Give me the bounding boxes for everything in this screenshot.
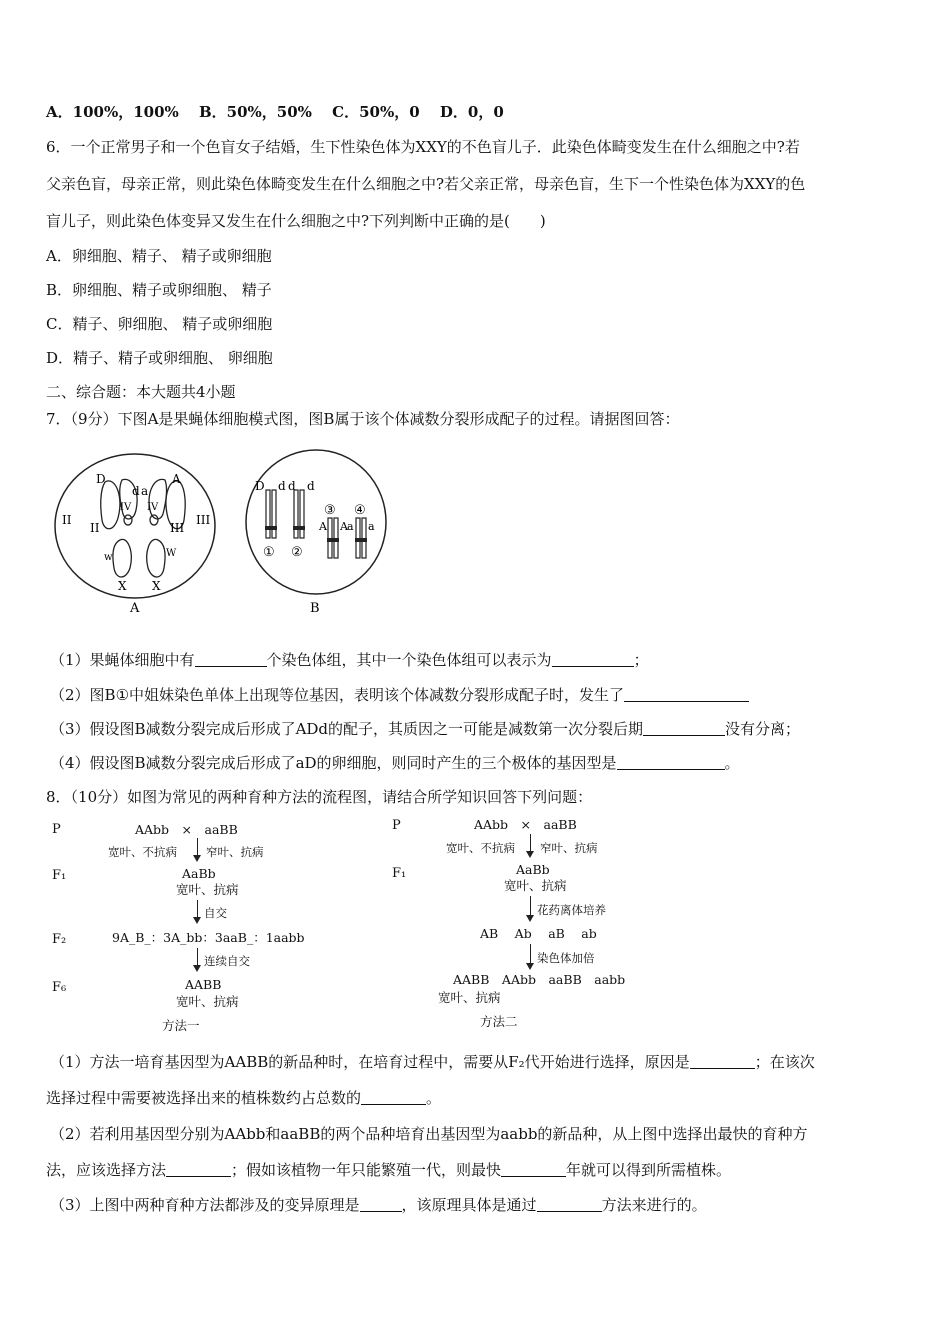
chromosome-iv-left bbox=[124, 515, 132, 525]
q8-sub1-text: 选择过程中需要被选择出来的植株数约占总数的 bbox=[46, 1089, 362, 1107]
result-genotypes: AABB AAbb aaBB aabb bbox=[453, 972, 626, 987]
q7-sub2-text: （2）图B①中姐妹染色单体上出现等位基因，表明该个体减数分裂形成配子时，发生了 bbox=[50, 686, 625, 704]
q8-sub2-line1: （2）若利用基因型分别为AAbb和aaBB的两个品种培育出基因型为aabb的新品种，从上图中选择出最快的育种方 bbox=[50, 1125, 808, 1143]
q6-option-b: B．卵细胞、精子或卵细胞、 精子 bbox=[46, 281, 272, 299]
q8-sub3-text: （3）上图中两种育种方法都涉及的变异原理是 bbox=[50, 1196, 360, 1214]
section-2-title: 二、综合题：本大题共4小题 bbox=[46, 383, 236, 401]
q7-sub1 bbox=[50, 650, 649, 670]
gene-label: w bbox=[104, 552, 113, 563]
chromosome-label: III bbox=[170, 521, 185, 535]
chromosome-label: II bbox=[90, 521, 100, 535]
q8-sub1-text: ；在该次 bbox=[754, 1053, 815, 1071]
q7-sub3-text: 没有分离； bbox=[725, 720, 801, 738]
gene-label: a bbox=[368, 520, 375, 533]
q7-figure bbox=[50, 440, 390, 620]
centromere bbox=[355, 538, 367, 542]
cell-b-outline bbox=[246, 450, 386, 594]
gene-label: A bbox=[340, 520, 348, 533]
answer-blank[interactable] bbox=[643, 720, 725, 736]
q8-sub3 bbox=[50, 1195, 707, 1215]
q6-option-d: D．精子、精子或卵细胞、 卵细胞 bbox=[46, 349, 273, 367]
chromatid bbox=[294, 490, 298, 538]
chromosome-x-left bbox=[113, 539, 131, 577]
arrow-down-icon bbox=[530, 944, 531, 968]
q7-sub1-text: 个染色体组，其中一个染色体组可以表示为 bbox=[266, 651, 552, 669]
f1-phenotype: 宽叶、抗病 bbox=[504, 878, 567, 893]
answer-blank[interactable] bbox=[624, 686, 749, 702]
chromosome-label: II bbox=[62, 513, 72, 527]
centromere bbox=[265, 526, 277, 530]
f6-genotype: AABB bbox=[185, 977, 222, 992]
q5-options: A．100%，100% B．50%，50% C．50%，0 D．0，0 bbox=[46, 103, 504, 121]
parent-phenotype: 宽叶、不抗病 bbox=[446, 841, 515, 855]
generation-label: F₂ bbox=[52, 932, 67, 947]
gene-label: a bbox=[347, 520, 354, 533]
f1-phenotype: 宽叶、抗病 bbox=[176, 882, 239, 897]
parent-phenotype: 窄叶、抗病 bbox=[206, 845, 264, 859]
arrow-down-icon bbox=[197, 838, 198, 860]
chromosome-x-right bbox=[147, 539, 165, 577]
chromatid bbox=[266, 490, 270, 538]
arrow-down-icon bbox=[197, 948, 198, 970]
method-2-title: 方法二 bbox=[480, 1014, 518, 1029]
chromosome-label: IV bbox=[147, 502, 159, 513]
q7-sub3-text: （3）假设图B减数分裂完成后形成了ADd的配子，其质因之一可能是减数第一次分裂后期 bbox=[50, 720, 644, 738]
q8-sub2-line2 bbox=[46, 1160, 731, 1180]
q8-sub3-text: 方法来进行的。 bbox=[601, 1196, 707, 1214]
arrow-down-icon bbox=[197, 900, 198, 922]
q8-sub2-text: 法，应该选择方法 bbox=[46, 1161, 167, 1179]
q6-option-c: C．精子、卵细胞、 精子或卵细胞 bbox=[46, 315, 273, 333]
gene-label: d bbox=[278, 479, 286, 493]
chromosome-iii-right bbox=[149, 479, 166, 519]
gene-label: d bbox=[288, 479, 296, 493]
arrow-down-icon bbox=[530, 896, 531, 920]
gene-label: A bbox=[172, 472, 181, 486]
q7-stem: 7．（9分）下图A是果蝇体细胞模式图，图B属于该个体减数分裂形成配子的过程。请据图回答： bbox=[46, 410, 680, 428]
chromatid bbox=[300, 490, 304, 538]
f6-phenotype: 宽叶、抗病 bbox=[176, 994, 239, 1009]
generation-label: F₆ bbox=[52, 980, 67, 995]
q7-sub1-text: ； bbox=[633, 651, 649, 669]
q8-sub1-text: 。 bbox=[426, 1089, 442, 1107]
q8-sub3-text: ，该原理具体是通过 bbox=[401, 1196, 537, 1214]
q8-sub1-line2 bbox=[46, 1088, 441, 1108]
generation-label: F₁ bbox=[392, 866, 407, 881]
generation-label: F₁ bbox=[52, 868, 67, 883]
step-label: 自交 bbox=[204, 906, 227, 920]
gamete-genotypes: AB Ab aB ab bbox=[480, 926, 597, 941]
generation-label: P bbox=[52, 822, 61, 837]
chromosome-number: ① bbox=[263, 545, 275, 560]
centromere bbox=[327, 538, 339, 542]
gene-label: D bbox=[255, 479, 265, 493]
f1-genotype: AaBb bbox=[182, 866, 216, 881]
answer-blank[interactable] bbox=[690, 1053, 755, 1069]
answer-blank[interactable] bbox=[617, 754, 725, 770]
step-label: 花药离体培养 bbox=[537, 903, 606, 917]
step-label: 连续自交 bbox=[204, 954, 250, 968]
parent-cross: AAbb × aaBB bbox=[474, 817, 577, 832]
chromatid bbox=[272, 490, 276, 538]
q6-option-a: A．卵细胞、精子、 精子或卵细胞 bbox=[46, 247, 272, 265]
q8-sub1-line1 bbox=[50, 1052, 815, 1072]
parent-phenotype: 窄叶、抗病 bbox=[540, 841, 598, 855]
gene-label: W bbox=[166, 548, 177, 559]
parent-cross: AAbb × aaBB bbox=[135, 822, 238, 837]
answer-blank[interactable] bbox=[552, 651, 634, 667]
answer-blank[interactable] bbox=[166, 1161, 231, 1177]
parent-phenotype: 宽叶、不抗病 bbox=[108, 845, 177, 859]
q7-sub4 bbox=[50, 753, 740, 773]
chromosome-ii-left bbox=[101, 481, 120, 529]
q7-sub3 bbox=[50, 719, 800, 739]
f2-ratio: 9A_B_：3A_bb：3aaB_：1aabb bbox=[112, 930, 305, 945]
cell-a-outline bbox=[55, 454, 215, 598]
q7-sub4-text: 。 bbox=[724, 754, 740, 772]
chromosome-number: ② bbox=[291, 545, 303, 560]
answer-blank[interactable] bbox=[361, 1089, 426, 1105]
generation-label: P bbox=[392, 818, 401, 833]
q8-sub2-text: 年就可以得到所需植株。 bbox=[566, 1161, 732, 1179]
gene-label: A bbox=[319, 520, 327, 533]
q8-stem: 8．（10分）如图为常见的两种育种方法的流程图，请结合所学知识回答下列问题： bbox=[46, 788, 593, 806]
gene-label: d bbox=[307, 479, 315, 493]
figure-a-label: A bbox=[130, 601, 140, 616]
q7-sub1-text: （1）果蝇体细胞中有 bbox=[50, 651, 195, 669]
q8-sub1-text: （1）方法一培育基因型为AABB的新品种时，在培育过程中，需要从F₂代开始进行选择，原因是 bbox=[50, 1053, 690, 1071]
chromosome-iv-right bbox=[150, 515, 158, 525]
step-label: 染色体加倍 bbox=[537, 951, 595, 965]
answer-blank[interactable] bbox=[360, 1196, 402, 1212]
method-1-title: 方法一 bbox=[162, 1018, 200, 1033]
chromosome-label: III bbox=[196, 513, 211, 527]
f1-genotype: AaBb bbox=[516, 862, 550, 877]
chromosome-number: ④ bbox=[354, 503, 366, 518]
q6-stem-line2: 父亲色盲，母亲正常，则此染色体畸变发生在什么细胞之中?若父亲正常，母亲色盲，生下一个性染色体为XXY的色 bbox=[46, 175, 806, 193]
arrow-down-icon bbox=[530, 834, 531, 856]
figure-b-label: B bbox=[310, 601, 320, 616]
q6-stem-line3: 盲儿子，则此染色体变异又发生在什么细胞之中?下列判断中正确的是( ) bbox=[46, 212, 546, 230]
q7-sub4-text: （4）假设图B减数分裂完成后形成了aD的卵细胞，则同时产生的三个极体的基因型是 bbox=[50, 754, 617, 772]
gene-label: a bbox=[141, 484, 149, 498]
chromosome-label: X bbox=[152, 579, 161, 593]
q6-stem-line1: 6．一个正常男子和一个色盲女子结婚，生下性染色体为XXY的不色盲儿子．此染色体畸变发生在什么细胞之中?若 bbox=[46, 138, 800, 156]
chromosome-label: IV bbox=[120, 502, 132, 513]
chromosome-label: X bbox=[118, 579, 127, 593]
answer-blank[interactable] bbox=[195, 651, 267, 667]
centromere bbox=[293, 526, 305, 530]
result-phenotype: 宽叶、抗病 bbox=[438, 990, 501, 1005]
chromosome-number: ③ bbox=[324, 503, 336, 518]
q7-sub2 bbox=[50, 685, 749, 705]
gene-label: D bbox=[96, 472, 106, 486]
answer-blank[interactable] bbox=[537, 1196, 602, 1212]
gene-label: d bbox=[132, 484, 140, 498]
cell-diagram bbox=[50, 440, 390, 620]
q8-sub2-text: ；假如该植物一年只能繁殖一代，则最快 bbox=[231, 1161, 502, 1179]
answer-blank[interactable] bbox=[501, 1161, 566, 1177]
